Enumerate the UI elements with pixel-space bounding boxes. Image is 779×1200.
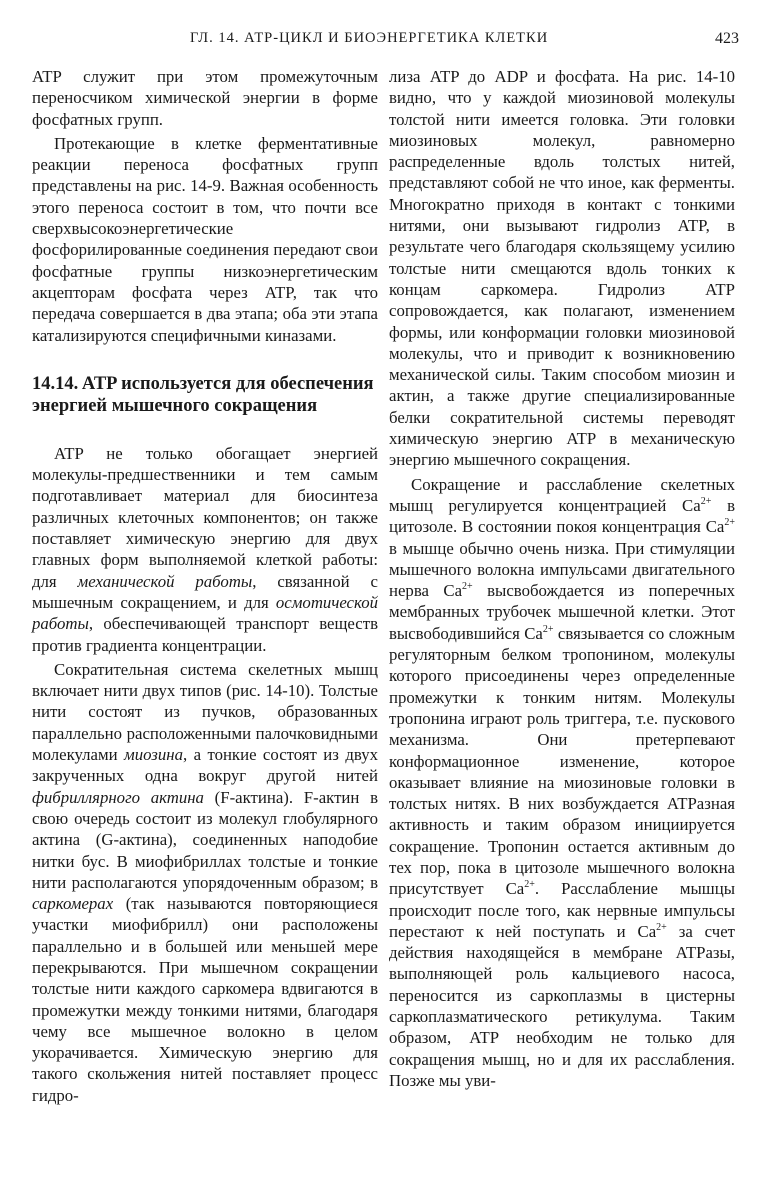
emphasis: механической работы <box>77 571 253 591</box>
ion-charge: 2+ <box>542 623 554 635</box>
page-number: 423 <box>715 30 739 47</box>
left-column <box>32 66 378 1106</box>
emphasis: фибриллярного актина <box>32 787 204 807</box>
ion-charge: 2+ <box>524 879 535 891</box>
ion-charge: 2+ <box>700 495 712 507</box>
section-heading <box>32 373 378 417</box>
paragraph: лиза ATP до ADP и фосфата. На рис. 14-10 видно, что у каждой миозиновой молекулы толстой нити имеется головка. Эти головки миозиновых молекул, равномерно распределенные вдоль толстых нитей, представляют собой не что иное, как ферменты. Многократно приходя в контакт с тонкими нитями, они вызывают гидролиз ATP, в результате чего благодаря скользящему усилию толстые нити смещаются вдоль тонких к концам саркомера. Гидролиз ATP сопровождается, как полагают, изменением формы, или конформации головки миозиновой молекулы, что и приводит к возникновению механической силы. Таким способом миозин и актин, а также другие специализированные белки сократительной системы переводят химическую энергию ATP в механическую энергию мышечного сокращения. <box>389 67 735 470</box>
paragraph: Сокращение и расслабление скелетных мышц регулируется концентрацией $Ca^{2+}$ в цитозоле. В состоянии покоя концентрация $Ca^{2+}$ в мышце обычно очень низка. При стимуляции мышечного волокна импульсами двигательного нерва $Ca^{2+}$ высвобождается из поперечных мембранных трубочек мышечной клетки. Этот высвободившийся $Ca^{2+}$ связывается со сложным регуляторным белком тропонином, молекулы которого присоединены через определенные промежутки к тонким нитям. Молекулы тропонина играют роль триггера, т.е. пускового механизма. Они претерпевают конформационное изменение, которое оказывает влияние на миозиновые головки в толстых нитях. В них возбуждается ATPазная активность и таким образом инициируется сокращение. Тропонин остается активным до тех пор, пока в цитозоле мышечного волокна присутствует $Ca^{2+}$. Расслабление мышцы происходит после того, как нервные импульсы перестают к ней поступать и $Ca^{2+}$ за счет действия находящейся в мембране ATPазы, выполняющей роль кальциевого насоса, переносится из саркоплазмы в цистерны саркоплазматического ретикулума. Таким образом, ATP необходим не только для сокращения мышц, но и для их расслабления. Позже мы уви- <box>389 474 735 1090</box>
ion-charge: 2+ <box>724 517 735 529</box>
paragraph: Протекающие в клетке ферментативные реакции переноса фосфатных групп представлены на рис. 14-9. Важная особенность этого переноса состоит в том, что почти все сверхвысокоэнергетические фосфорилированные соединения передают свои фосфатные группы низкоэнергетическим акцепторам фосфата через ATP, так что передача совершается в два этапа; оба эти этапа катализируются специфичными киназами. <box>32 133 378 345</box>
section-title: ATP используется для обеспечения энергией мышечного сокращения <box>32 373 374 416</box>
right-column <box>389 66 735 1091</box>
emphasis: саркомерах <box>32 894 114 914</box>
page-header <box>32 24 739 52</box>
paragraph: Сократительная система скелетных мышц включает нити двух типов (рис. 14-10). Толстые нити состоят из пучков, образованных параллельно расположенными палочковидными молекулами миозина, а тонкие состоят из двух закрученных одна вокруг другой нитей фибриллярного актина (F-актина). F-актин в свою очередь состоит из молекул глобулярного актина (G-актина), соединенных наподобие нитки бус. В миофибриллах толстые и тонкие нити располагаются упорядоченным образом; в саркомерах (так называются повторяющиеся участки миофибрилл) они расположены параллельно и в большей или меньшей мере перекрываются. При мышечном сокращении толстые нити каждого саркомера вдвигаются в промежутки между тонкими нитями, благодаря чему все мышечное волокно в целом укорачивается. Химическую энергию для такого скольжения нитей поставляет процесс гидро- <box>32 659 378 1105</box>
ion-charge: 2+ <box>656 921 667 933</box>
emphasis: миозина <box>124 745 183 765</box>
paragraph: ATP служит при этом промежуточным переносчиком химической энергии в форме фосфатных групп. <box>32 67 378 129</box>
ion-charge: 2+ <box>462 581 473 593</box>
paragraph: ATP не только обогащает энергией молекулы-предшественники и тем самым подготавливает материал для биосинтеза различных клеточных компонентов; он также поставляет химическую энергию для двух главных форм выполняемой клеткой работы: для механической работы, связанной с мышечным сокращением, и для осмотической работы, обеспечивающей транспорт веществ против градиента концентрации. <box>32 443 378 655</box>
running-head: ГЛ. 14. АТР-ЦИКЛ И БИОЭНЕРГЕТИКА КЛЕТКИ <box>190 30 549 46</box>
section-number: 14.14. <box>32 373 79 394</box>
emphasis: осмотической работы <box>32 592 378 634</box>
